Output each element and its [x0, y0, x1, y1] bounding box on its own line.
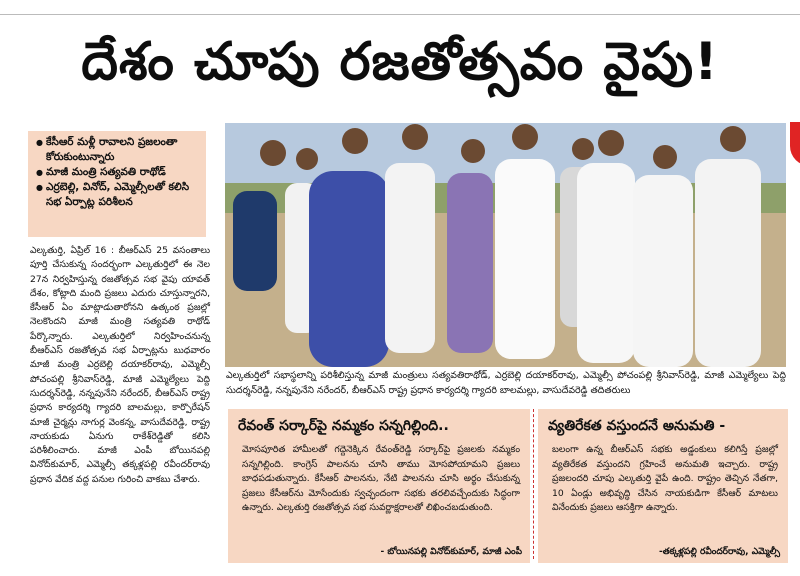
highlight-item: ● కేసీఆర్‌ మళ్లీ రావాలని ప్రజలంతా కోరుకుంటున్నారు: [36, 135, 202, 165]
headline: దేశం చూపు రజతోత్సవం వైపు!: [81, 32, 719, 92]
red-edge-marker: [790, 122, 800, 166]
news-photo: [225, 123, 786, 367]
quote-box-2: [538, 409, 788, 563]
quote-box-2-signature: -తక్కళ్లపల్లి రవీందర్‌రావు, ఎమ్మెల్సీ: [659, 547, 780, 557]
quote-box-1-body: మోసపూరిత హామీలతో గద్దెనెక్కిన రేవంత్‌రెడ్డి సర్కార్‌పై ప్రజలకు నమ్మకం సన్నగిల్లింది. కాంగ్రెస్‌ పాలనను చూసి తాము మోసపోయామని ప్రజలు బాధపడుతున్నారు. కేసీఆర్‌ పాలనను, నేటి పాలనను చూసి అర్థం చేసుకున్న ప్రజలు కేసీఆర్‌ను మోసేందుకు స్వచ్ఛందంగా సభకు తరలివచ్చేందుకు సిద్ధంగా ఉన్నారు. ఎల్కతుర్తి రజతోత్సవ సభ సువర్ణాక్షరాలతో లిఖించబడుతుంది.: [242, 444, 520, 513]
highlight-item: ● ఎర్రబెల్లి, వినోద్‌, ఎమ్మెల్సీలతో కలిసి సభ ఏర్పాట్ల పరిశీలన: [36, 180, 202, 210]
quote-box-2-body: బలంగా ఉన్న బీఆర్‌ఎస్‌ సభకు అడ్డంకులు కలిగిస్తే ప్రజల్లో వ్యతిరేకత వస్తుందని గ్రహించే అనుమతి ఇచ్చారు. రాష్ట్ర ప్రజలందరి చూపు ఎల్కతుర్తి వైపే ఉంది. రాష్ట్రం తెచ్చిన నేతగా, 10 ఏండ్లు అభివృద్ధి చేసిన నాయకుడిగా కేసీఆర్‌ మాటలు వినేందుకు ప్రజలు ఆసక్తిగా ఉన్నారు.: [552, 444, 778, 513]
quote-box-1-signature: - బోయినపల్లి వినోద్‌కుమార్‌, మాజీ ఎంపీ: [380, 547, 522, 557]
quote-box-1-heading: రేవంత్‌ సర్కార్‌పై నమ్మకం సన్నగిల్లింది..: [238, 418, 449, 434]
quote-box-2-heading: వ్యతిరేకత వస్తుందనే అనుమతి -: [548, 418, 726, 434]
box-divider: [533, 409, 536, 559]
photo-caption: ఎల్కతుర్తిలో సభాస్థలాన్ని పరిశీలిస్తున్న మాజీ మంత్రులు సత్యవతిరాథోడ్‌, ఎర్రబెల్లి దయాకర్‌రావు, ఎమ్మెల్సీ పోచంపల్లి శ్రీనివాస్‌రెడ్డి, మాజీ ఎమ్మెల్యేలు పెద్ది సుదర్శన్‌రెడ్డి, నన్నపునేని నరేందర్‌, బీఆర్‌ఎస్‌ రాష్ట్ర ప్రధాన కార్యదర్శి గ్యాదరి బాలమల్లు, వాసుదేవరెడ్డి తదితరులు: [226, 370, 786, 396]
quote-box-1: [228, 409, 530, 563]
story-text: ఎల్కతుర్తి, ఏప్రిల్‌ 16 : బీఆర్‌ఎస్‌ 25 వసంతాలు పూర్తి చేసుకున్న సందర్భంగా ఎల్కతుర్తిలో ఈ నెల 27న నిర్వహిస్తున్న రజతోత్సవ సభ వైపు యావత్‌ దేశం, కోట్లాది మంది ప్రజలు ఎదురు చూస్తున్నారని, కేసీఆర్‌ ఏం మాట్లాడుతారోనని ఉత్కంఠ ప్రజల్లో నెలకొందని మాజీ మంత్రి సత్యవతి రాథోడ్‌ పేర్కొన్నారు. ఎల్కతుర్తిలో నిర్వహించనున్న బీఆర్‌ఎస్‌ రజతోత్సవ సభ ఏర్పాట్లను బుధవారం మాజీ మంత్రి ఎర్రబెల్లి దయాకర్‌రావు, ఎమ్మెల్సీ పోచంపల్లి శ్రీనివాస్‌రెడ్డి, మాజీ ఎమ్మెల్యేలు పెద్ది సుదర్శన్‌రెడ్డి, నన్నపునేని నరేందర్‌, బీఆర్‌ఎస్‌ రాష్ట్ర ప్రధాన కార్యదర్శి గ్యాదరి బాలమల్లు, కార్పొరేషన్‌ మాజీ చైర్మన్లు నాగుర్ల వెంకన్న, వాసుదేవరెడ్డి, రాష్ట్ర నాయకుడు ఏనుగు రాకేశ్‌రెడ్డితో కలిసి పరిశీలించారు. మాజీ ఎంపీ బోయినపల్లి వినోద్‌కుమార్‌, ఎమ్మెల్సీ తక్కళ్లపల్లి రవీందర్‌రావు ప్రధాన వేదిక వద్ద పనుల గురించి వాకబు చేశారు.: [30, 245, 210, 485]
highlight-item: ● మాజీ మంత్రి సత్యవతి రాథోడ్‌: [36, 165, 202, 180]
top-strip: [0, 0, 800, 15]
highlights-box: [28, 131, 206, 237]
photo-illustration: [225, 123, 786, 367]
